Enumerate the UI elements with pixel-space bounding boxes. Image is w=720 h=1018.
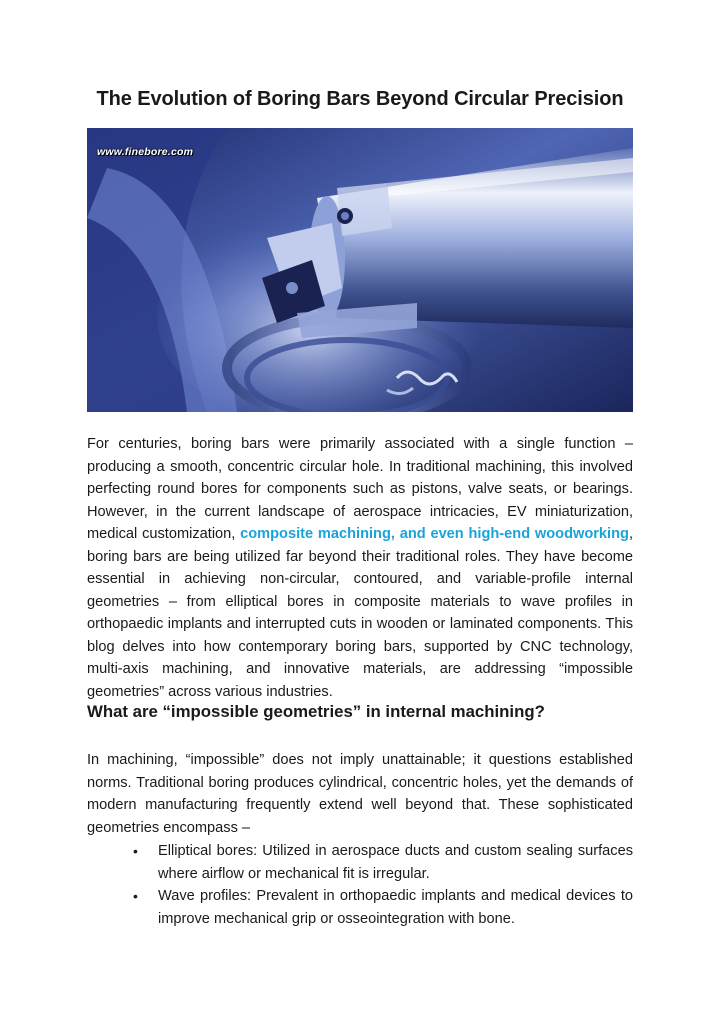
watermark-text: www.finebore.com <box>97 146 194 158</box>
boring-bar-photo <box>87 128 633 412</box>
bullet-glyph: • <box>133 843 138 859</box>
list-item-text: Wave profiles: Prevalent in orthopaedic implants and medical devices to improve mechanical grip or osseointegration with bone. <box>158 888 633 927</box>
list-item-text: Elliptical bores: Utilized in aerospace ducts and custom sealing surfaces where airflow or mechanical fit is irregular. <box>158 843 633 882</box>
section-paragraph: In machining, “impossible” does not imply unattainable; it questions established norms. Traditional boring produces cylindrical, concentric holes, yet the demands of modern manufacturing frequently extend well beyond that. These sophisticated geometries encompass – <box>87 752 633 836</box>
intro-text-start: For centuries, boring bars were primarily associated with a single function – producing a smooth, concentric circular hole. In traditional machining, this involved perfecting round bores for components such as pistons, valve seats, or bearings. However, in the current landscape of aerospace intricacies, EV miniaturization, medical customization, <box>87 436 633 542</box>
intro-text-end: , boring bars are being utilized far beyond their traditional roles. They have become essential in achieving non-circular, contoured, and variable-profile internal geometries – from elliptical bores in composite materials to wave profiles in orthopaedic implants and interrupted cuts in wooden or laminated components. This blog delves into how contemporary boring bars, supported by CNC technology, multi-axis machining, and innovative materials, are addressing “impossible geometries” across various industries. <box>87 526 633 700</box>
bullet-glyph: • <box>133 888 138 904</box>
geometry-list <box>87 840 633 930</box>
section-heading: What are “impossible geometries” in internal machining? <box>87 702 545 721</box>
boring-bar-illustration <box>87 128 633 412</box>
list-item <box>87 885 633 930</box>
intro-paragraph <box>87 433 633 703</box>
document-title: The Evolution of Boring Bars Beyond Circular Precision <box>96 88 624 110</box>
list-item <box>87 840 633 885</box>
composite-machining-link[interactable]: composite machining, and even high-end woodworking <box>240 526 629 542</box>
